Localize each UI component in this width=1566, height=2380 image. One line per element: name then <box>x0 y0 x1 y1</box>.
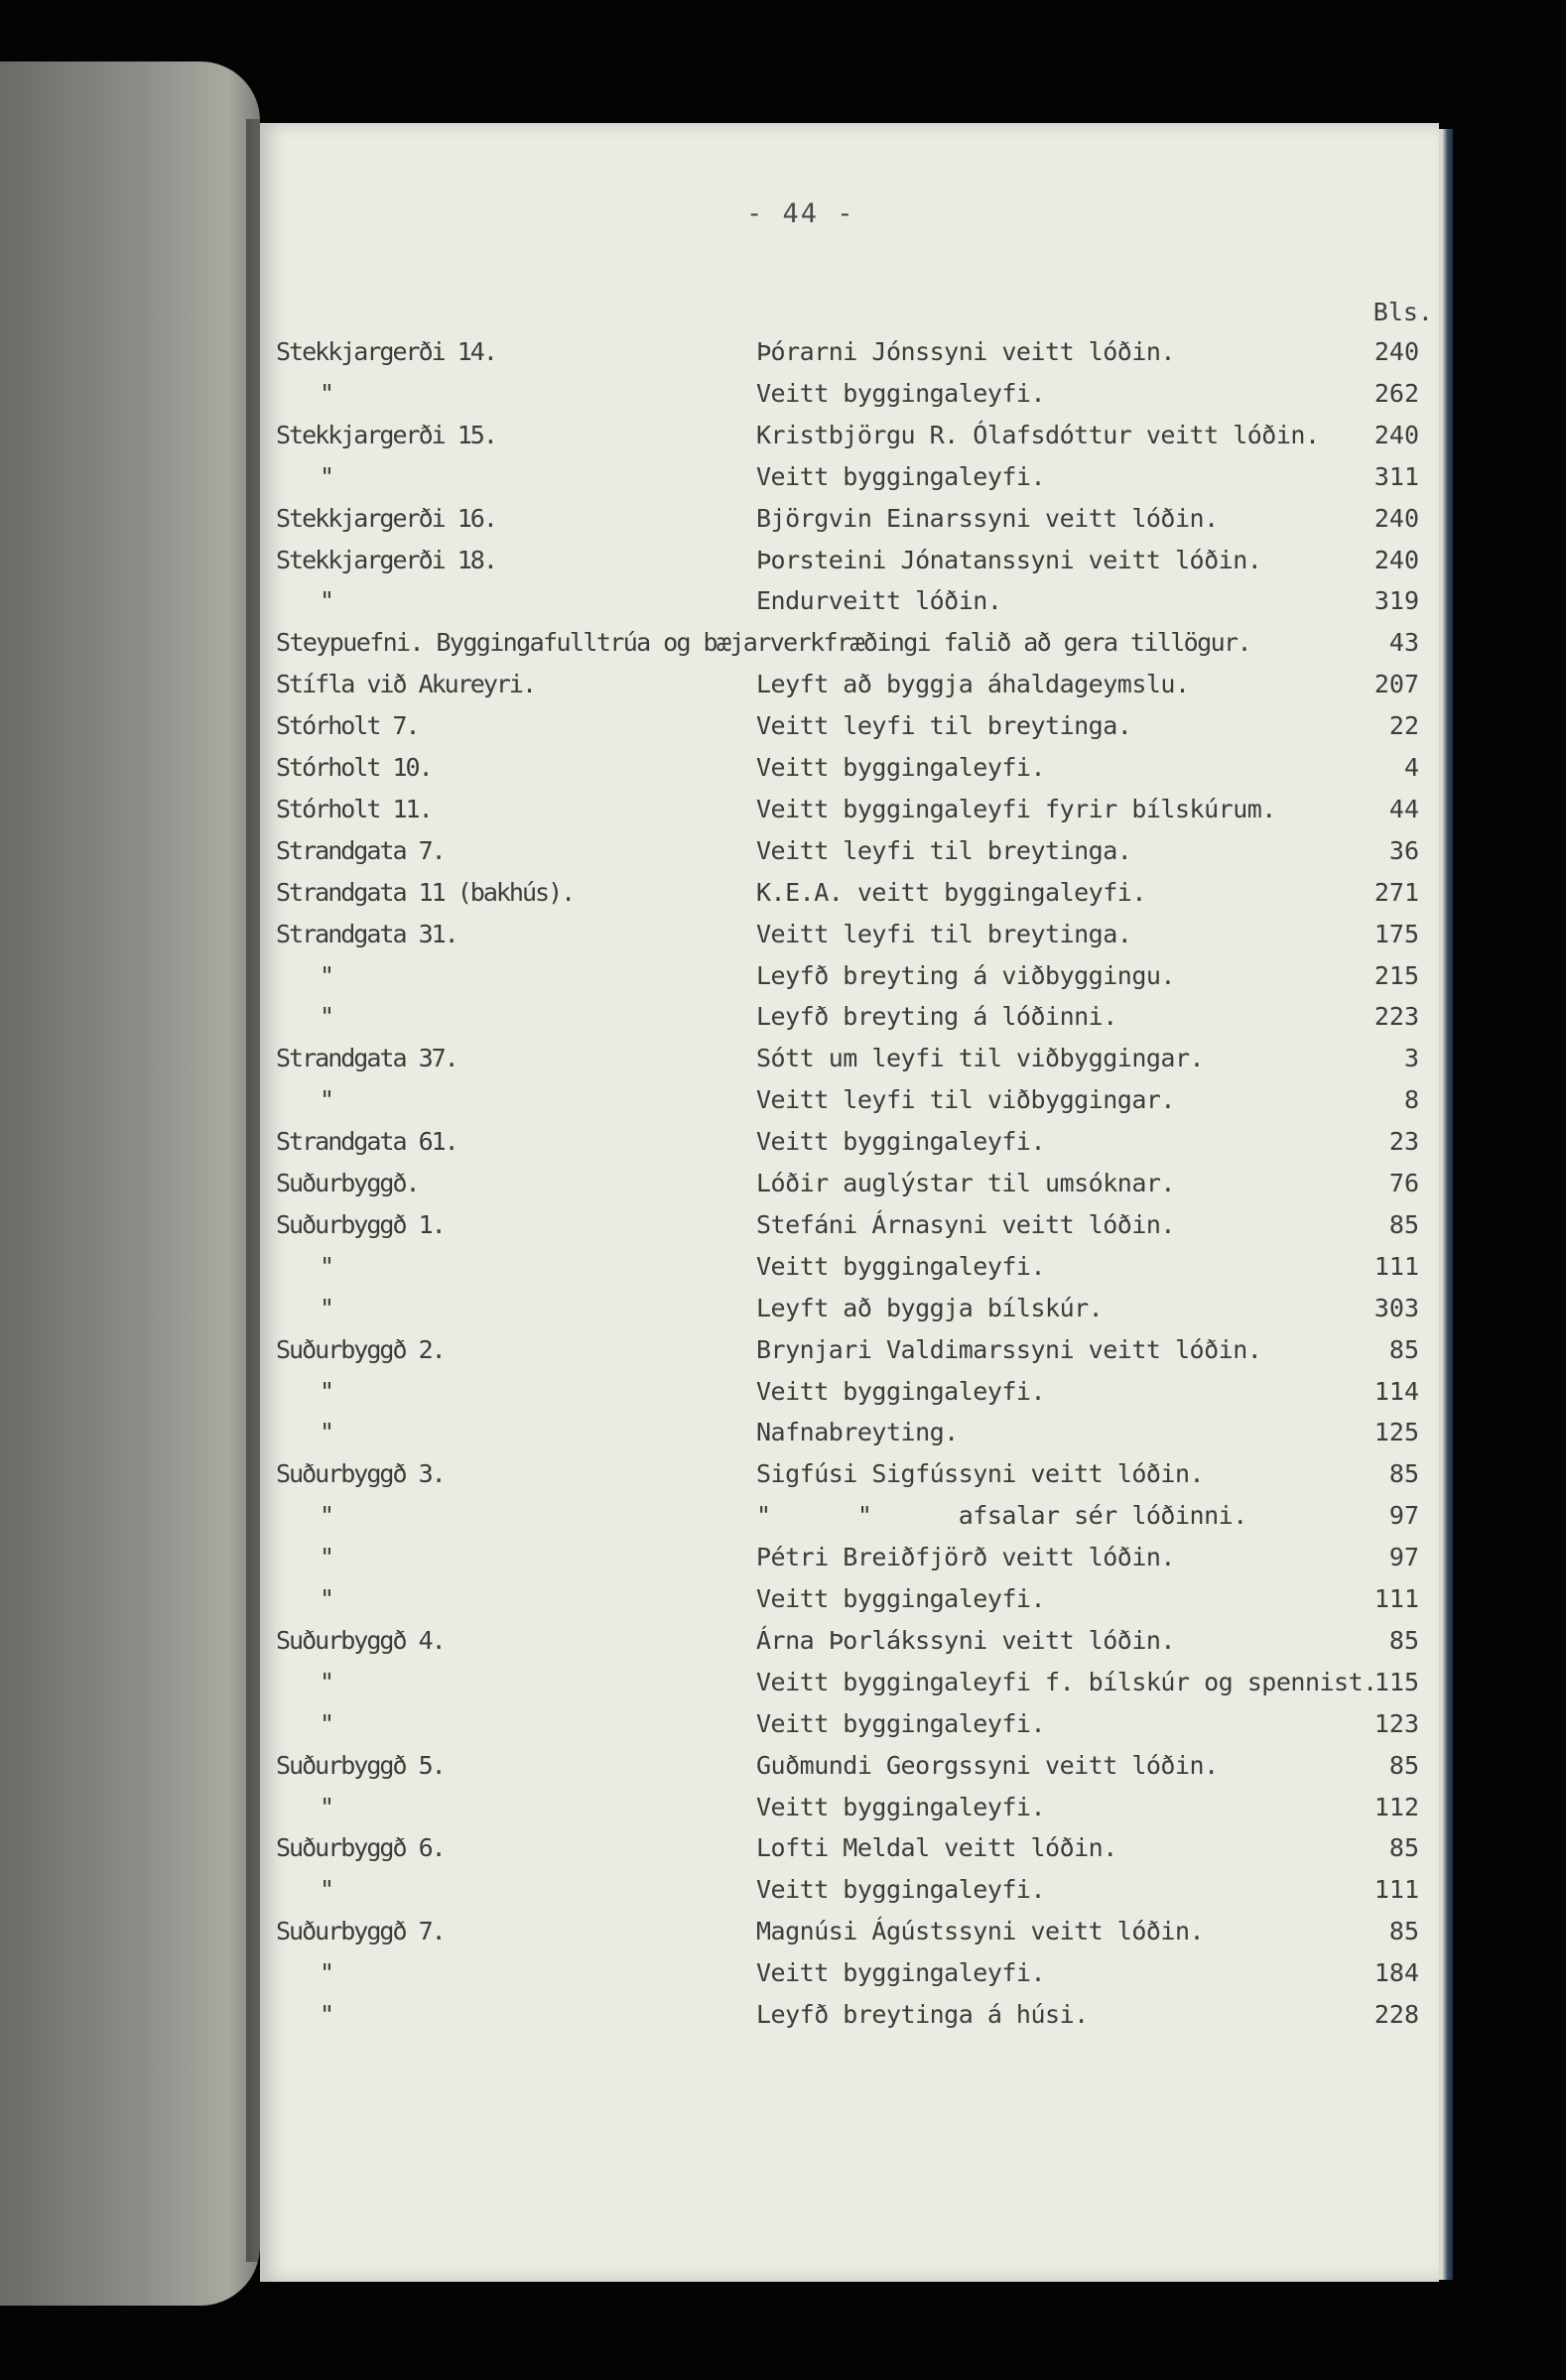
index-entry <box>260 711 1439 753</box>
entry-address: Strandgata 61. <box>276 1127 457 1157</box>
entry-page-number: 111 <box>1373 1875 1419 1905</box>
entry-description: Veitt byggingaleyfi. <box>756 753 1046 782</box>
entry-address: " <box>320 586 333 616</box>
entry-description: Veitt byggingaleyfi f. bílskúr og spennist. <box>756 1667 1377 1696</box>
entry-address: Strandgata 7. <box>276 835 445 865</box>
entry-address: Suðurbyggð. <box>276 1169 419 1197</box>
entry-description: Veitt byggingaleyfi. <box>756 1958 1046 1988</box>
entry-address: " <box>320 1875 333 1905</box>
entry-page-number: 319 <box>1373 586 1419 616</box>
entry-description: Endurveitt lóðin. <box>756 586 1002 616</box>
index-entry <box>260 753 1439 795</box>
entry-address: " <box>320 1958 333 1988</box>
entry-address: Suðurbyggð 4. <box>276 1625 445 1655</box>
entry-address: Suðurbyggð 3. <box>276 1459 445 1489</box>
entry-page-number: 4 <box>1403 753 1419 782</box>
entry-description: Guðmundi Georgssyni veitt lóðin. <box>756 1750 1219 1780</box>
index-entry <box>260 1044 1439 1085</box>
index-entry <box>260 1169 1439 1210</box>
index-entry <box>260 1377 1439 1419</box>
index-entry <box>260 1085 1439 1127</box>
entry-page-number: 207 <box>1373 670 1419 699</box>
entry-description: Veitt byggingaleyfi. <box>756 378 1046 408</box>
entry-address: Stekkjargerði 14. <box>276 337 496 366</box>
entry-page-number: 85 <box>1388 1459 1419 1489</box>
entry-description: Magnúsi Ágústssyni veitt lóðin. <box>756 1917 1205 1946</box>
index-entry <box>260 961 1439 1003</box>
entry-description: Nafnabreyting. <box>756 1418 959 1447</box>
entry-page-number: 85 <box>1388 1209 1419 1239</box>
entry-description: Lóðir auglýstar til umsóknar. <box>756 1169 1175 1197</box>
entry-address: Stekkjargerði 16. <box>276 503 496 533</box>
entry-address: Strandgata 31. <box>276 919 457 948</box>
entry-page-number: 3 <box>1403 1044 1419 1073</box>
entry-page-number: 240 <box>1373 545 1419 574</box>
index-entry <box>260 1709 1439 1751</box>
index-entry <box>260 836 1439 878</box>
entry-page-number: 43 <box>1388 628 1419 658</box>
entry-address: " <box>320 1501 333 1531</box>
index-entry <box>260 1833 1439 1875</box>
entry-address: " <box>320 461 333 491</box>
entry-address: Suðurbyggð 5. <box>276 1750 445 1780</box>
index-entry <box>260 1626 1439 1668</box>
entry-description: Pétri Breiðfjörð veitt lóðin. <box>756 1543 1175 1572</box>
entry-address: " <box>320 1293 333 1322</box>
entry-description: Þorsteini Jónatanssyni veitt lóðin. <box>756 545 1262 574</box>
index-entry <box>260 1294 1439 1335</box>
entry-page-number: 97 <box>1388 1501 1419 1531</box>
entry-page-number: 240 <box>1373 503 1419 533</box>
entry-description: Veitt byggingaleyfi. <box>756 1251 1046 1281</box>
entry-page-number: 85 <box>1388 1334 1419 1364</box>
entry-page-number: 97 <box>1388 1543 1419 1572</box>
entry-address: Suðurbyggð 6. <box>276 1833 445 1863</box>
entry-description: Brynjari Valdimarssyni veitt lóðin. <box>756 1334 1262 1364</box>
entry-address: " <box>320 1792 333 1821</box>
entry-description: Veitt leyfi til breytinga. <box>756 711 1132 741</box>
entry-description: Veitt leyfi til breytinga. <box>756 919 1132 948</box>
entry-page-number: 271 <box>1373 877 1419 907</box>
index-entry <box>260 1501 1439 1543</box>
entry-description: Sigfúsi Sigfússyni veitt lóðin. <box>756 1459 1205 1489</box>
entry-description: Veitt byggingaleyfi. <box>756 1708 1046 1738</box>
entry-page-number: 36 <box>1388 835 1419 865</box>
entry-page-number: 125 <box>1373 1418 1419 1447</box>
index-entry <box>260 379 1439 421</box>
entry-description: Veitt leyfi til breytinga. <box>756 835 1132 865</box>
index-entry <box>260 1751 1439 1793</box>
index-entry <box>260 878 1439 920</box>
entry-address: Stórholt 11. <box>276 794 432 823</box>
entry-page-number: 240 <box>1373 337 1419 366</box>
entry-description: " " afsalar sér lóðinni. <box>756 1501 1247 1531</box>
entry-description: Veitt leyfi til viðbyggingar. <box>756 1085 1175 1115</box>
entry-address: Strandgata 37. <box>276 1044 457 1073</box>
entry-address: " <box>320 960 333 990</box>
entry-description: Veitt byggingaleyfi. <box>756 1792 1046 1821</box>
entry-page-number: 8 <box>1403 1085 1419 1115</box>
entry-page-number: 111 <box>1373 1584 1419 1613</box>
page-number: - 44 - <box>746 198 855 229</box>
index-entry <box>260 2000 1439 2042</box>
facing-page <box>0 62 260 2306</box>
entry-address: Strandgata 11 (bakhús). <box>276 877 575 907</box>
entry-page-number: 44 <box>1388 794 1419 823</box>
entry-description: Leyft að byggja bílskúr. <box>756 1293 1104 1322</box>
entry-page-number: 115 <box>1373 1667 1419 1696</box>
entry-description: Þórarni Jónssyni veitt lóðin. <box>756 337 1175 366</box>
entry-page-number: 123 <box>1373 1708 1419 1738</box>
entry-address: " <box>320 378 333 408</box>
index-entry <box>260 1252 1439 1294</box>
index-entry <box>260 1958 1439 2000</box>
entry-address: " <box>320 1251 333 1281</box>
index-entry <box>260 795 1439 836</box>
entry-address: " <box>320 1543 333 1572</box>
entry-page-number: 85 <box>1388 1833 1419 1863</box>
entry-description: Veitt byggingaleyfi fyrir bílskúrum. <box>756 794 1276 823</box>
entry-page-number: 111 <box>1373 1251 1419 1281</box>
entry-address: Stórholt 10. <box>276 753 432 782</box>
entry-page-number: 85 <box>1388 1917 1419 1946</box>
entry-page-number: 303 <box>1373 1293 1419 1322</box>
entry-address: Suðurbyggð 1. <box>276 1209 445 1239</box>
index-entry <box>260 1210 1439 1252</box>
entry-address: " <box>320 1708 333 1738</box>
index-entry <box>260 628 1439 670</box>
index-entry <box>260 1335 1439 1377</box>
entry-description: Sótt um leyfi til viðbyggingar. <box>756 1044 1205 1073</box>
index-entry <box>260 1793 1439 1834</box>
index-entry <box>260 462 1439 504</box>
index-entry <box>260 421 1439 462</box>
entry-page-number: 85 <box>1388 1750 1419 1780</box>
index-entry <box>260 1459 1439 1501</box>
index-entry <box>260 1584 1439 1626</box>
entry-page-number: 262 <box>1373 378 1419 408</box>
entry-description: Veitt byggingaleyfi. <box>756 1127 1046 1157</box>
index-entry <box>260 1127 1439 1169</box>
index-entry <box>260 1418 1439 1459</box>
entry-address: Stekkjargerði 18. <box>276 545 496 574</box>
entry-description: Veitt byggingaleyfi. <box>756 1584 1046 1613</box>
entry-address: Suðurbyggð 7. <box>276 1917 445 1946</box>
entry-description: Veitt byggingaleyfi. <box>756 1875 1046 1905</box>
page-column-header: Bls. <box>1372 298 1433 326</box>
index-entry <box>260 1002 1439 1044</box>
entry-description: Björgvin Einarssyni veitt lóðin. <box>756 503 1219 533</box>
entry-address: " <box>320 2000 333 2029</box>
entry-page-number: 223 <box>1373 1002 1419 1032</box>
entry-address: " <box>320 1418 333 1447</box>
index-entry <box>260 546 1439 587</box>
index-page <box>260 123 1439 2282</box>
entry-description: K.E.A. veitt byggingaleyfi. <box>756 877 1146 907</box>
entry-page-number: 228 <box>1373 2000 1419 2029</box>
entry-address: Stórholt 7. <box>276 711 419 741</box>
entry-address: " <box>320 1376 333 1406</box>
entry-description: Stefáni Árnasyni veitt lóðin. <box>756 1209 1175 1239</box>
index-entry <box>260 337 1439 379</box>
entry-address: Steypuefni. Byggingafulltrúa og bæjarverkfræðingi falið að gera tillögur. <box>276 628 1250 658</box>
entry-description: Leyfð breytinga á húsi. <box>756 2000 1089 2029</box>
entry-address: " <box>320 1002 333 1032</box>
entry-address: " <box>320 1667 333 1696</box>
entry-page-number: 311 <box>1373 461 1419 491</box>
entry-description: Kristbjörgu R. Ólafsdóttur veitt lóðin. <box>756 420 1320 449</box>
entry-page-number: 175 <box>1373 919 1419 948</box>
entry-address: Suðurbyggð 2. <box>276 1334 445 1364</box>
entry-page-number: 112 <box>1373 1792 1419 1821</box>
entry-page-number: 23 <box>1388 1127 1419 1157</box>
entry-page-number: 184 <box>1373 1958 1419 1988</box>
index-entry <box>260 504 1439 546</box>
entry-page-number: 114 <box>1373 1376 1419 1406</box>
entry-page-number: 76 <box>1388 1169 1419 1197</box>
entry-address: " <box>320 1085 333 1115</box>
entry-page-number: 85 <box>1388 1625 1419 1655</box>
entry-address: Stekkjargerði 15. <box>276 420 496 449</box>
entry-page-number: 215 <box>1373 960 1419 990</box>
index-entry <box>260 1668 1439 1709</box>
entry-page-number: 240 <box>1373 420 1419 449</box>
entry-description: Árna Þorlákssyni veitt lóðin. <box>756 1625 1175 1655</box>
entry-description: Veitt byggingaleyfi. <box>756 1376 1046 1406</box>
entry-address: Stífla við Akureyri. <box>276 670 536 699</box>
index-entry <box>260 920 1439 961</box>
entry-description: Lofti Meldal veitt lóðin. <box>756 1833 1117 1863</box>
index-entry <box>260 670 1439 711</box>
index-entry <box>260 1917 1439 1958</box>
entry-page-number: 22 <box>1388 711 1419 741</box>
entry-address: " <box>320 1584 333 1613</box>
entry-description: Leyfð breyting á lóðinni. <box>756 1002 1117 1032</box>
index-entry <box>260 1543 1439 1584</box>
entry-description: Leyft að byggja áhaldageymslu. <box>756 670 1190 699</box>
index-entry <box>260 586 1439 628</box>
index-entry <box>260 1875 1439 1917</box>
entry-description: Leyfð breyting á viðbyggingu. <box>756 960 1175 990</box>
entry-description: Veitt byggingaleyfi. <box>756 461 1046 491</box>
